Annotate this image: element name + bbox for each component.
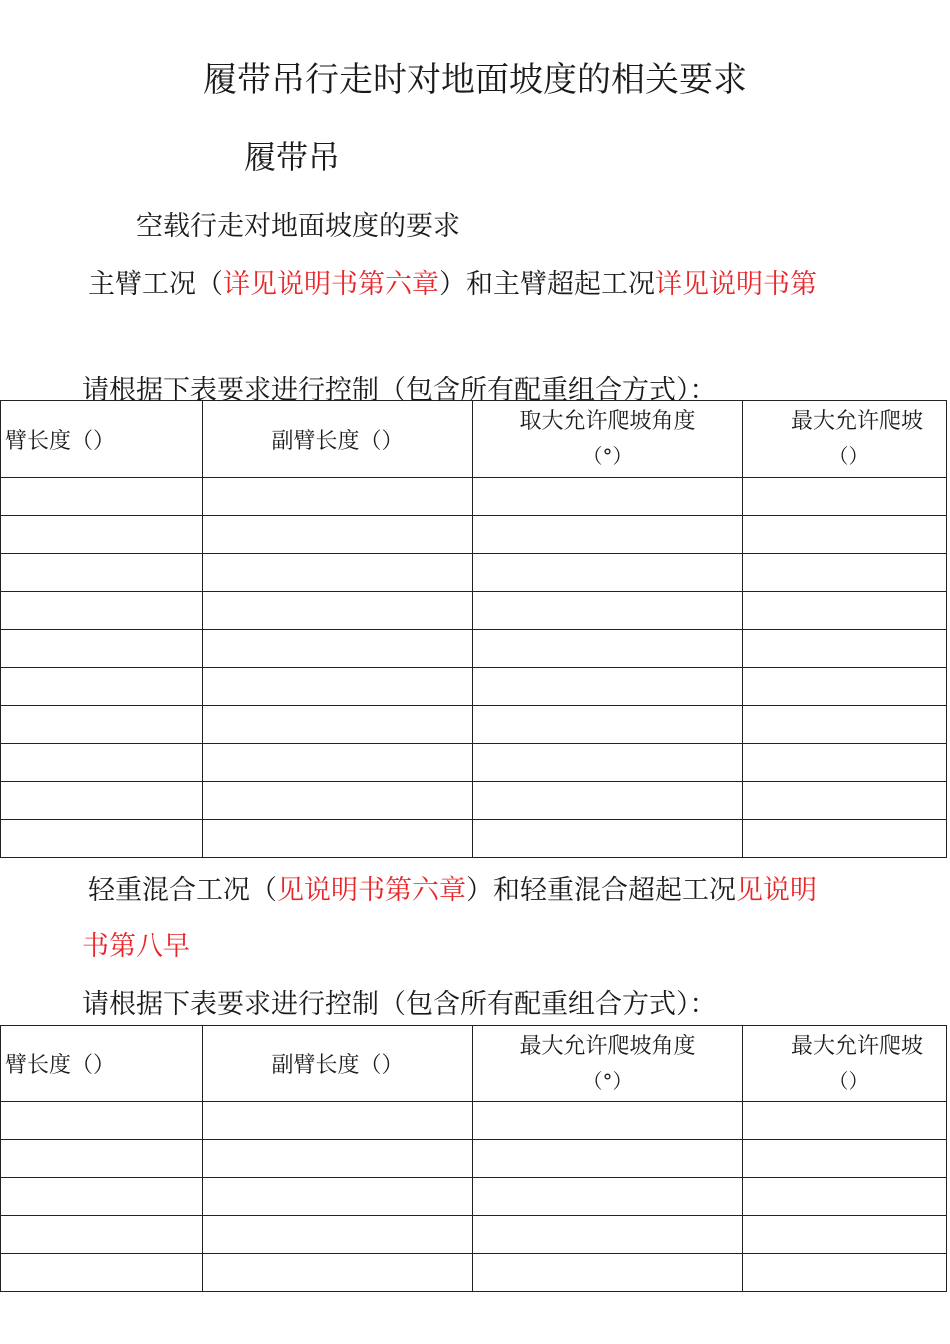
table-cell [203, 744, 473, 782]
table-cell [743, 744, 947, 782]
table-row [1, 1178, 947, 1216]
paragraph-mixed-mode [88, 868, 817, 907]
table-cell [1, 820, 203, 858]
table-cell [1, 1178, 203, 1216]
table-cell [203, 1178, 473, 1216]
paragraph-main-boom [88, 262, 817, 301]
table-cell [473, 1254, 743, 1292]
table-row [1, 1254, 947, 1292]
table-header-row [1, 401, 947, 478]
table-row [1, 1102, 947, 1140]
table-cell [1, 478, 203, 516]
table-cell [473, 1140, 743, 1178]
table-row [1, 1140, 947, 1178]
table-cell [743, 592, 947, 630]
table-cell [1, 1216, 203, 1254]
header-max-slope-angle [473, 401, 743, 478]
crane-heading: 履带吊 [244, 138, 341, 176]
table-row [1, 820, 947, 858]
table-cell [743, 1254, 947, 1292]
table-row [1, 516, 947, 554]
table-row [1, 744, 947, 782]
table-cell [1, 744, 203, 782]
table-cell [203, 1216, 473, 1254]
table-cell [473, 820, 743, 858]
table-cell [1, 1254, 203, 1292]
header-unit: （） [828, 444, 869, 468]
table-row [1, 478, 947, 516]
table-header-row [1, 1026, 947, 1102]
text-segment: ）和主臂超起工况 [439, 269, 655, 300]
table-cell [1, 630, 203, 668]
table-cell [743, 782, 947, 820]
table-cell [473, 1178, 743, 1216]
table-cell [473, 744, 743, 782]
table-row [1, 1216, 947, 1254]
manual-reference: 详见说明书第六章 [223, 269, 439, 300]
table-cell [203, 668, 473, 706]
text-segment: 主臂工况（ [88, 269, 223, 300]
instruction-2: 请根据下表要求进行控制（包含所有配重组合方式）： [82, 989, 717, 1020]
table-cell [203, 516, 473, 554]
table-cell [743, 1140, 947, 1178]
table-row [1, 630, 947, 668]
table-cell [1, 1102, 203, 1140]
table-row [1, 592, 947, 630]
manual-reference: 详见说明书第 [655, 269, 817, 300]
table-cell [203, 478, 473, 516]
instruction-1: 请根据下表要求进行控制（包含所有配重组合方式）： [82, 375, 717, 406]
table-cell [473, 1216, 743, 1254]
table-cell [1, 592, 203, 630]
table-cell [473, 782, 743, 820]
table-cell [473, 592, 743, 630]
manual-reference: 见说明书第六章 [277, 875, 466, 906]
table-cell [203, 782, 473, 820]
table-cell [473, 630, 743, 668]
table-cell [203, 820, 473, 858]
manual-reference-continued: 书第八早 [82, 931, 190, 962]
document-title: 履带吊行走时对地面坡度的相关要求 [203, 60, 747, 100]
slope-table-1 [0, 400, 947, 858]
table-cell [743, 630, 947, 668]
table-cell [743, 478, 947, 516]
header-boom-length: 臂长度（） [1, 1026, 203, 1102]
header-max-slope-angle [473, 1026, 743, 1102]
table-cell [473, 554, 743, 592]
table-cell [1, 706, 203, 744]
table-cell [203, 630, 473, 668]
table-cell [1, 668, 203, 706]
table-cell [743, 1216, 947, 1254]
table-cell [473, 668, 743, 706]
table-cell [203, 554, 473, 592]
table-row [1, 668, 947, 706]
header-max-slope [743, 1026, 947, 1102]
section-heading: 空载行走对地面坡度的要求 [136, 211, 460, 242]
text-segment: ）和轻重混合超起工况 [466, 875, 736, 906]
table-cell [1, 516, 203, 554]
table-cell [203, 1140, 473, 1178]
header-max-slope [743, 401, 947, 478]
slope-table-2 [0, 1025, 947, 1292]
table-cell [203, 1254, 473, 1292]
table-cell [473, 478, 743, 516]
table-cell [743, 706, 947, 744]
header-unit: （） [828, 1068, 869, 1093]
table-cell [203, 1102, 473, 1140]
text-segment: 轻重混合工况（ [88, 875, 277, 906]
table-cell [743, 820, 947, 858]
table-cell [203, 706, 473, 744]
table-row [1, 554, 947, 592]
table-cell [743, 516, 947, 554]
manual-reference: 见说明 [736, 875, 817, 906]
table-cell [743, 668, 947, 706]
table-row [1, 706, 947, 744]
header-jib-length: 副臂长度（） [203, 1026, 473, 1102]
header-text: 最大允许爬坡 [791, 409, 924, 434]
header-text: 最大允许爬坡角度 [519, 1033, 696, 1059]
header-text: 取大允许爬坡角度 [519, 409, 696, 434]
table-cell [743, 1178, 947, 1216]
header-boom-length: 臂长度（） [1, 401, 203, 478]
table-cell [473, 516, 743, 554]
table-cell [743, 1102, 947, 1140]
header-unit: （°） [582, 444, 633, 468]
table-cell [1, 1140, 203, 1178]
table-cell [203, 592, 473, 630]
table-cell [473, 1102, 743, 1140]
table-cell [1, 782, 203, 820]
table-row [1, 782, 947, 820]
header-jib-length: 副臂长度（） [203, 401, 473, 478]
table-cell [1, 554, 203, 592]
header-unit: （°） [582, 1068, 633, 1093]
table-cell [473, 706, 743, 744]
header-text: 最大允许爬坡 [791, 1033, 924, 1059]
table-cell [743, 554, 947, 592]
